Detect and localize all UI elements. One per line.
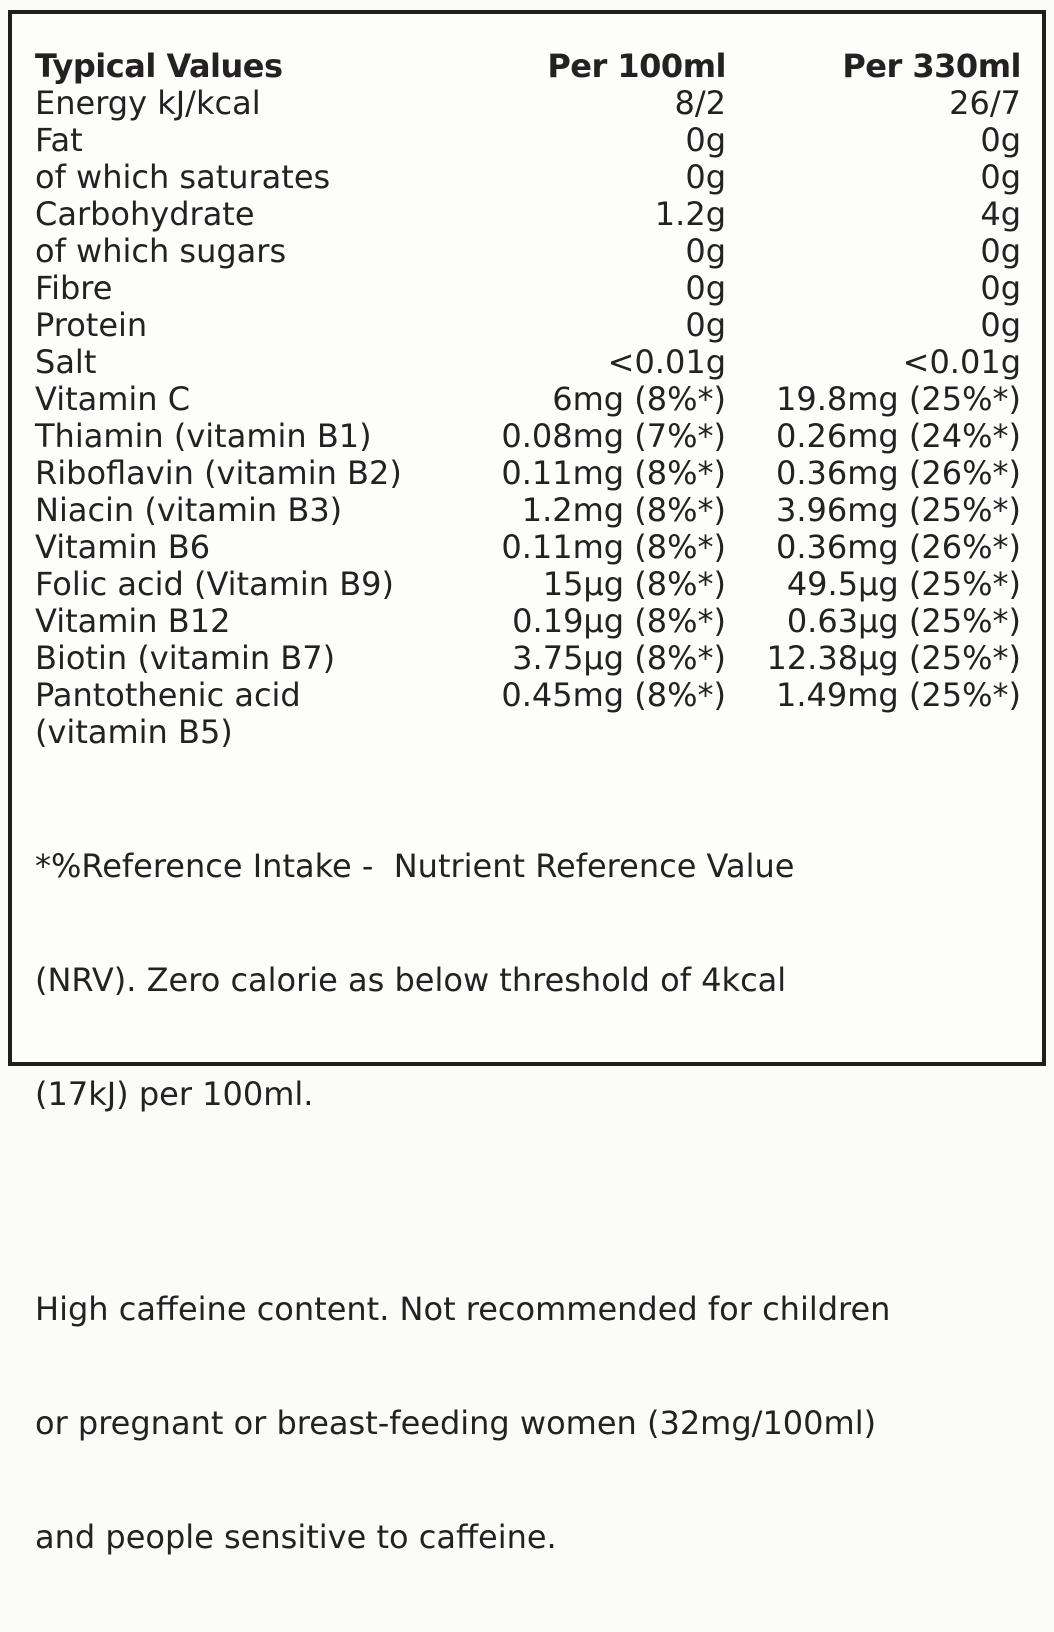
row-label-vitamin-b6: Vitamin B6 <box>35 528 211 566</box>
row-value-per330ml: 0g <box>980 232 1021 270</box>
row-value-per330ml: 0g <box>980 269 1021 307</box>
warning-line: High caffeine content. Not recommended for children <box>35 1290 891 1328</box>
row-label-protein: Protein <box>35 306 148 344</box>
row-label-folic-acid-b9: Folic acid (Vitamin B9) <box>35 565 394 603</box>
footnote-line: (17kJ) per 100ml. <box>35 1075 314 1113</box>
reference-intake-footnote <box>35 771 1025 1189</box>
row-label-biotin-b7: Biotin (vitamin B7) <box>35 639 336 677</box>
row-value-per100ml: 8/2 <box>674 84 726 122</box>
row-value-per330ml: 0.36mg (26%*) <box>776 528 1021 566</box>
row-label-fat: Fat <box>35 121 83 159</box>
row-value-per100ml: 0g <box>685 306 726 344</box>
row-label-vitamin-c: Vitamin C <box>35 380 191 418</box>
caffeine-warning <box>35 1214 1025 1632</box>
row-value-per100ml: 1.2g <box>654 195 726 233</box>
footnote-line: (NRV). Zero calorie as below threshold of 4kcal <box>35 961 787 999</box>
table-header-per-100ml: Per 100ml <box>547 47 726 85</box>
footnote-line: *%Reference Intake - Nutrient Reference Value <box>35 847 795 885</box>
row-value-per100ml: 0.11mg (8%*) <box>501 454 726 492</box>
row-value-per100ml: 3.75µg (8%*) <box>512 639 726 677</box>
row-value-per100ml: 1.2mg (8%*) <box>521 491 726 529</box>
row-label-riboflavin-b2: Riboflavin (vitamin B2) <box>35 454 402 492</box>
row-value-per330ml: 0g <box>980 306 1021 344</box>
nutrition-label-panel <box>8 10 1046 1556</box>
row-value-per330ml: 26/7 <box>949 84 1021 122</box>
row-value-per330ml: 19.8mg (25%*) <box>776 380 1021 418</box>
row-value-per100ml: 0.19µg (8%*) <box>512 602 726 640</box>
row-value-per100ml: 0.11mg (8%*) <box>501 528 726 566</box>
warning-line: or pregnant or breast-feeding women (32mg/100ml) <box>35 1404 877 1442</box>
row-value-per330ml: 0g <box>980 158 1021 196</box>
row-label-fibre: Fibre <box>35 269 113 307</box>
row-value-per330ml: 0.63µg (25%*) <box>786 602 1021 640</box>
row-value-per100ml: 15µg (8%*) <box>542 565 726 603</box>
table-header-typical-values: Typical Values <box>35 47 283 85</box>
table-header-per-330ml: Per 330ml <box>842 47 1021 85</box>
row-value-per330ml: 0.36mg (26%*) <box>776 454 1021 492</box>
row-label-pantothenic-acid-b5: Pantothenic acid (vitamin B5) <box>35 676 301 751</box>
row-value-per100ml: <0.01g <box>607 343 726 381</box>
row-value-per330ml: 0.26mg (24%*) <box>776 417 1021 455</box>
row-label-vitamin-b12: Vitamin B12 <box>35 602 231 640</box>
row-value-per330ml: 1.49mg (25%*) <box>776 676 1021 714</box>
row-value-per100ml: 0.08mg (7%*) <box>501 417 726 455</box>
row-value-per100ml: 0.45mg (8%*) <box>501 676 726 714</box>
warning-line: and people sensitive to caffeine. <box>35 1518 557 1556</box>
row-value-per330ml: 12.38µg (25%*) <box>766 639 1021 677</box>
row-value-per330ml: 4g <box>980 195 1021 233</box>
row-value-per100ml: 0g <box>685 269 726 307</box>
row-value-per100ml: 0g <box>685 232 726 270</box>
row-value-per330ml: 49.5µg (25%*) <box>786 565 1021 603</box>
row-value-per100ml: 6mg (8%*) <box>552 380 726 418</box>
row-label-carbohydrate: Carbohydrate <box>35 195 255 233</box>
row-label-salt: Salt <box>35 343 97 381</box>
row-label-energy: Energy kJ/kcal <box>35 84 261 122</box>
row-value-per330ml: 0g <box>980 121 1021 159</box>
row-label-niacin-b3: Niacin (vitamin B3) <box>35 491 343 529</box>
row-value-per330ml: 3.96mg (25%*) <box>776 491 1021 529</box>
typical-values-table <box>35 48 1021 751</box>
row-value-per100ml: 0g <box>685 158 726 196</box>
row-label-thiamin-b1: Thiamin (vitamin B1) <box>35 417 372 455</box>
row-label-saturates: of which saturates <box>35 158 331 196</box>
row-label-sugars: of which sugars <box>35 232 287 270</box>
row-value-per330ml: <0.01g <box>902 343 1021 381</box>
row-value-per100ml: 0g <box>685 121 726 159</box>
